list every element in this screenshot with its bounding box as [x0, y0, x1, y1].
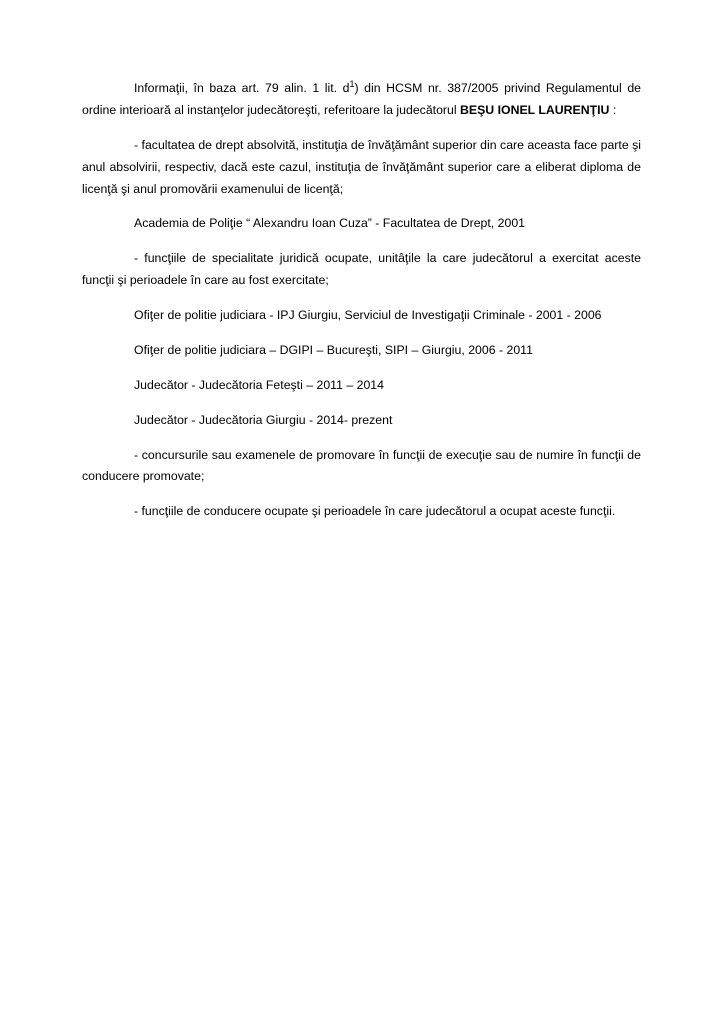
position-1: Ofiţer de politie judiciara - IPJ Giurgiu, Serviciul de Investigaţii Criminale - 2001 - 2006: [134, 308, 602, 322]
intro-after-sup: ) din HCSM nr. 387/2005 privind Regulamentul de ordine interioară al instanţelor judecătoreşti, referitoare la judecătorul: [82, 81, 641, 117]
intro-superscript: 1: [349, 78, 355, 89]
legal-positions-request: - funcţiile de specialitate juridică ocupate, unitâţile la care judecătorul a exercitat aceste funcţii şi perioadele în care au fost exercitate;: [82, 251, 641, 288]
intro-lead: Informaţii, în baza art. 79 alin. 1 lit. d: [134, 81, 350, 95]
promotions-request: - concursurile sau examenele de promovare în funcţii de execuţie sau de numire în funcţii de conducere promovate;: [82, 447, 641, 484]
intro-trailing: :: [609, 102, 617, 117]
intro-paragraph: [82, 78, 641, 122]
management-request: - funcţiile de conducere ocupate şi perioadele în care judecătorul a ocupat aceste funcţii.: [134, 504, 616, 519]
education-answer: Academia de Poliţie “ Alexandru Ioan Cuza” - Facultatea de Drept, 2001: [134, 216, 525, 231]
judge-name: BEŞU IONEL LAURENŢIU: [460, 102, 610, 117]
education-request: - facultatea de drept absolvită, instituţia de învăţământ superior din care aceasta face parte şi anul absolvirii, respectiv, dacă este cazul, instituţia de învăţământ superior care a eliberat diploma de licenţă şi anul promovării examenului de licenţă;: [82, 137, 641, 196]
position-2: Ofiţer de politie judiciara – DGIPI – Bucureşti, SIPI – Giurgiu, 2006 - 2011: [134, 342, 533, 357]
document-body: [82, 78, 641, 523]
position-4: Judecător - Judecătoria Giurgiu - 2014- prezent: [134, 412, 393, 427]
position-3: Judecător - Judecătoria Feteşti – 2011 – 2014: [134, 377, 384, 392]
